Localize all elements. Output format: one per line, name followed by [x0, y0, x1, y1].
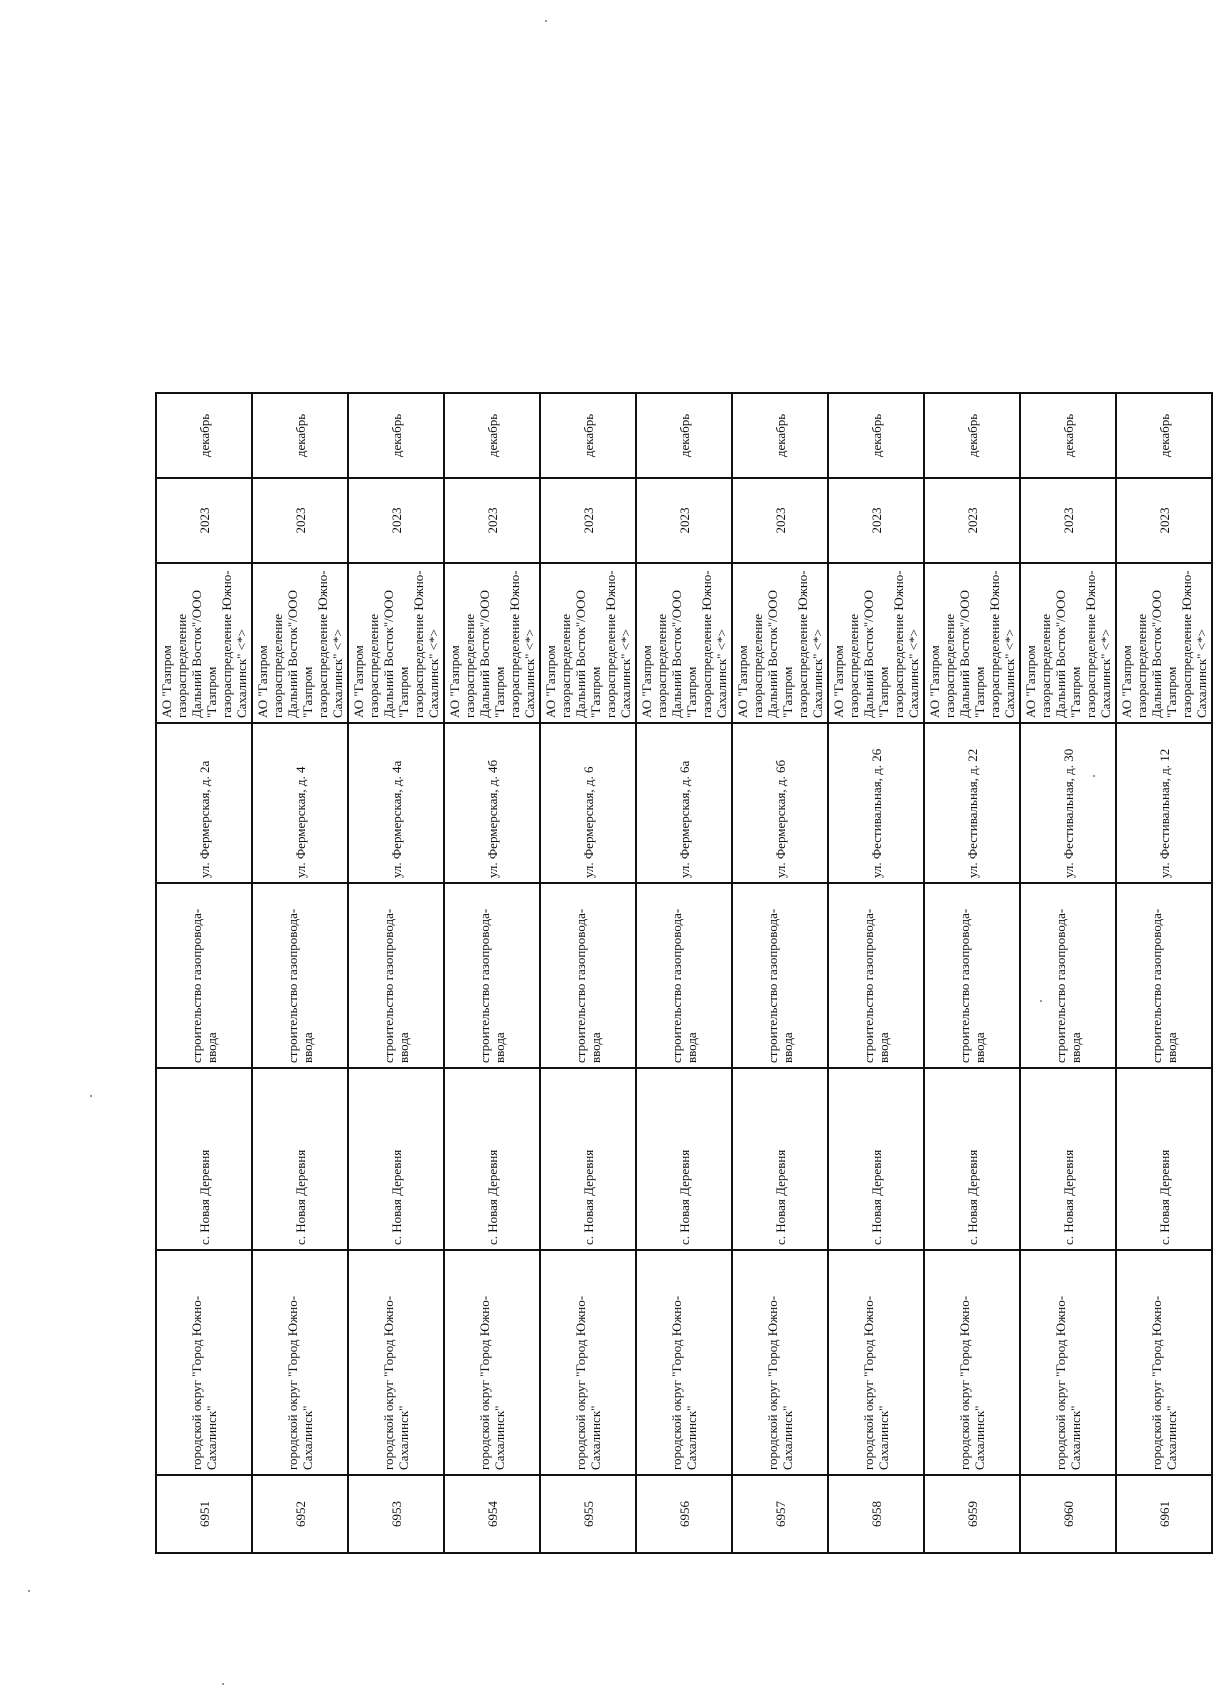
- work-type-cell: строительство газопровода-ввода: [636, 883, 732, 1068]
- table-row: [828, 393, 924, 1553]
- organization-cell: АО "Газпром газораспределение Дальний Восток"/ООО "Газпром газораспределение Южно-Сахалинск" <*>: [732, 563, 828, 723]
- settlement-cell: с. Новая Деревня: [444, 1068, 540, 1250]
- address-cell: ул. Фермерская, д. 6: [540, 723, 636, 883]
- table-body: [156, 393, 1212, 1553]
- gasification-schedule-table: [155, 392, 1213, 1554]
- row-number: 6951: [156, 1475, 252, 1553]
- municipality-cell: городской округ "Город Южно-Сахалинск": [732, 1250, 828, 1475]
- work-type-cell: строительство газопровода-ввода: [156, 883, 252, 1068]
- month-cell: декабрь: [1020, 393, 1116, 478]
- settlement-cell: с. Новая Деревня: [156, 1068, 252, 1250]
- address-cell: ул. Фестивальная, д. 12: [1116, 723, 1212, 883]
- settlement-cell: с. Новая Деревня: [540, 1068, 636, 1250]
- work-type-cell: строительство газопровода-ввода: [252, 883, 348, 1068]
- year-cell: 2023: [156, 478, 252, 563]
- month-cell: декабрь: [1116, 393, 1212, 478]
- year-cell: 2023: [732, 478, 828, 563]
- address-cell: ул. Фермерская, д. 4: [252, 723, 348, 883]
- rotated-registry-table: [155, 394, 1209, 1554]
- row-number: 6958: [828, 1475, 924, 1553]
- row-number: 6961: [1116, 1475, 1212, 1553]
- organization-cell: АО "Газпром газораспределение Дальний Восток"/ООО "Газпром газораспределение Южно-Сахалинск" <*>: [252, 563, 348, 723]
- month-cell: декабрь: [924, 393, 1020, 478]
- table-row: [348, 393, 444, 1553]
- municipality-cell: городской округ "Город Южно-Сахалинск": [924, 1250, 1020, 1475]
- address-cell: ул. Фермерская, д. 4б: [444, 723, 540, 883]
- organization-cell: АО "Газпром газораспределение Дальний Восток"/ООО "Газпром газораспределение Южно-Сахалинск" <*>: [348, 563, 444, 723]
- municipality-cell: городской округ "Город Южно-Сахалинск": [348, 1250, 444, 1475]
- municipality-cell: городской округ "Город Южно-Сахалинск": [252, 1250, 348, 1475]
- work-type-cell: строительство газопровода-ввода: [1116, 883, 1212, 1068]
- row-number: 6959: [924, 1475, 1020, 1553]
- work-type-cell: строительство газопровода-ввода: [348, 883, 444, 1068]
- municipality-cell: городской округ "Город Южно-Сахалинск": [828, 1250, 924, 1475]
- row-number: 6955: [540, 1475, 636, 1553]
- organization-cell: АО "Газпром газораспределение Дальний Восток"/ООО "Газпром газораспределение Южно-Сахалинск" <*>: [1116, 563, 1212, 723]
- row-number: 6954: [444, 1475, 540, 1553]
- row-number: 6953: [348, 1475, 444, 1553]
- organization-cell: АО "Газпром газораспределение Дальний Восток"/ООО "Газпром газораспределение Южно-Сахалинск" <*>: [636, 563, 732, 723]
- table-row: [156, 393, 252, 1553]
- organization-cell: АО "Газпром газораспределение Дальний Восток"/ООО "Газпром газораспределение Южно-Сахалинск" <*>: [924, 563, 1020, 723]
- municipality-cell: городской округ "Город Южно-Сахалинск": [156, 1250, 252, 1475]
- row-number: 6952: [252, 1475, 348, 1553]
- work-type-cell: строительство газопровода-ввода: [1020, 883, 1116, 1068]
- work-type-cell: строительство газопровода-ввода: [924, 883, 1020, 1068]
- year-cell: 2023: [444, 478, 540, 563]
- table-row: [252, 393, 348, 1553]
- scan-speck: [1093, 775, 1095, 777]
- settlement-cell: с. Новая Деревня: [924, 1068, 1020, 1250]
- settlement-cell: с. Новая Деревня: [1020, 1068, 1116, 1250]
- year-cell: 2023: [828, 478, 924, 563]
- year-cell: 2023: [1116, 478, 1212, 563]
- month-cell: декабрь: [636, 393, 732, 478]
- table-row: [1020, 393, 1116, 1553]
- municipality-cell: городской округ "Город Южно-Сахалинск": [444, 1250, 540, 1475]
- scan-speck: [222, 1683, 224, 1685]
- municipality-cell: городской округ "Город Южно-Сахалинск": [1020, 1250, 1116, 1475]
- work-type-cell: строительство газопровода-ввода: [732, 883, 828, 1068]
- year-cell: 2023: [636, 478, 732, 563]
- month-cell: декабрь: [156, 393, 252, 478]
- municipality-cell: городской округ "Город Южно-Сахалинск": [540, 1250, 636, 1475]
- settlement-cell: с. Новая Деревня: [828, 1068, 924, 1250]
- month-cell: декабрь: [828, 393, 924, 478]
- address-cell: ул. Фермерская, д. 2а: [156, 723, 252, 883]
- table-row: [636, 393, 732, 1553]
- scan-speck: [545, 20, 547, 22]
- address-cell: ул. Фермерская, д. 4а: [348, 723, 444, 883]
- scan-speck: [90, 1095, 92, 1097]
- address-cell: ул. Фестивальная, д. 30: [1020, 723, 1116, 883]
- year-cell: 2023: [540, 478, 636, 563]
- settlement-cell: с. Новая Деревня: [636, 1068, 732, 1250]
- month-cell: декабрь: [348, 393, 444, 478]
- settlement-cell: с. Новая Деревня: [732, 1068, 828, 1250]
- organization-cell: АО "Газпром газораспределение Дальний Восток"/ООО "Газпром газораспределение Южно-Сахалинск" <*>: [1020, 563, 1116, 723]
- year-cell: 2023: [348, 478, 444, 563]
- year-cell: 2023: [924, 478, 1020, 563]
- address-cell: ул. Фестивальная, д. 22: [924, 723, 1020, 883]
- month-cell: декабрь: [732, 393, 828, 478]
- work-type-cell: строительство газопровода-ввода: [828, 883, 924, 1068]
- settlement-cell: с. Новая Деревня: [1116, 1068, 1212, 1250]
- table-row: [444, 393, 540, 1553]
- address-cell: ул. Фермерская, д. 6б: [732, 723, 828, 883]
- row-number: 6956: [636, 1475, 732, 1553]
- scan-speck: [1040, 1000, 1042, 1002]
- table-row: [924, 393, 1020, 1553]
- table-row: [540, 393, 636, 1553]
- month-cell: декабрь: [444, 393, 540, 478]
- organization-cell: АО "Газпром газораспределение Дальний Восток"/ООО "Газпром газораспределение Южно-Сахалинск" <*>: [444, 563, 540, 723]
- row-number: 6957: [732, 1475, 828, 1553]
- table-row: [1116, 393, 1212, 1553]
- organization-cell: АО "Газпром газораспределение Дальний Восток"/ООО "Газпром газораспределение Южно-Сахалинск" <*>: [156, 563, 252, 723]
- municipality-cell: городской округ "Город Южно-Сахалинск": [636, 1250, 732, 1475]
- work-type-cell: строительство газопровода-ввода: [540, 883, 636, 1068]
- organization-cell: АО "Газпром газораспределение Дальний Восток"/ООО "Газпром газораспределение Южно-Сахалинск" <*>: [540, 563, 636, 723]
- address-cell: ул. Фермерская, д. 6а: [636, 723, 732, 883]
- scan-speck: [28, 1590, 30, 1592]
- settlement-cell: с. Новая Деревня: [348, 1068, 444, 1250]
- address-cell: ул. Фестивальная, д. 26: [828, 723, 924, 883]
- year-cell: 2023: [1020, 478, 1116, 563]
- month-cell: декабрь: [252, 393, 348, 478]
- organization-cell: АО "Газпром газораспределение Дальний Восток"/ООО "Газпром газораспределение Южно-Сахалинск" <*>: [828, 563, 924, 723]
- settlement-cell: с. Новая Деревня: [252, 1068, 348, 1250]
- table-row: [732, 393, 828, 1553]
- row-number: 6960: [1020, 1475, 1116, 1553]
- year-cell: 2023: [252, 478, 348, 563]
- municipality-cell: городской округ "Город Южно-Сахалинск": [1116, 1250, 1212, 1475]
- month-cell: декабрь: [540, 393, 636, 478]
- work-type-cell: строительство газопровода-ввода: [444, 883, 540, 1068]
